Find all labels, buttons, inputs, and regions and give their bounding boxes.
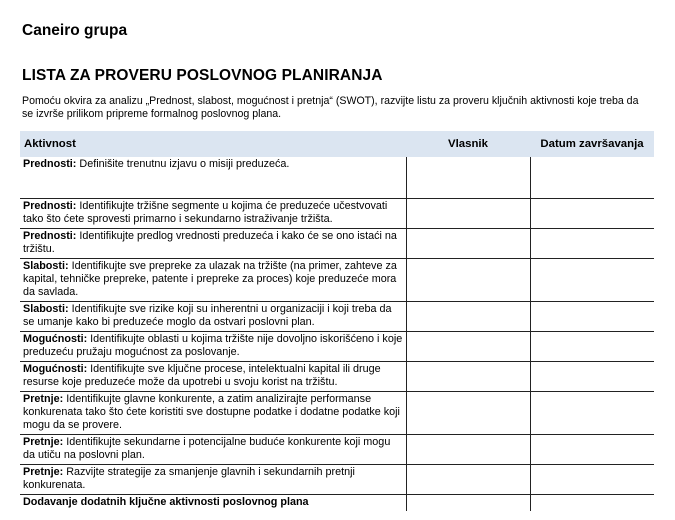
table-row [20, 229, 654, 259]
activity-label: Slabosti: [23, 303, 69, 315]
activity-text: Identifikujte sekundarne i potencijalne buduće konkurente koji mogu da utiču na poslovni plan. [23, 436, 391, 461]
table-row [20, 302, 654, 332]
activity-label: Pretnje: [23, 466, 64, 478]
table-row [20, 435, 654, 465]
checklist-table [20, 131, 654, 511]
owner-cell[interactable] [406, 435, 530, 465]
activity-label: Slabosti: [23, 260, 69, 272]
activity-label: Pretnje: [23, 436, 64, 448]
date-cell[interactable] [530, 362, 654, 392]
activity-text: Identifikujte predlog vrednosti preduzeća i kako će se ono istaći na tržištu. [23, 230, 397, 255]
activity-cell[interactable] [20, 229, 406, 259]
date-cell[interactable] [530, 495, 654, 512]
table-row [20, 465, 654, 495]
owner-cell[interactable] [406, 259, 530, 302]
activity-label: Mogućnosti: [23, 333, 88, 345]
page-title: LISTA ZA PROVERU POSLOVNOG PLANIRANJA [22, 67, 383, 84]
activity-text: Identifikujte sve rizike koji su inherentni u organizaciji i koji treba da se umanje kako bi preduzeće moglo da ostvari poslovni plan. [23, 303, 392, 328]
activity-label: Prednosti: [23, 230, 77, 242]
activity-cell[interactable] [20, 495, 406, 512]
date-cell[interactable] [530, 302, 654, 332]
table-row [20, 392, 654, 435]
header-owner: Vlasnik [406, 131, 530, 157]
activity-text: Identifikujte sve ključne procese, intelektualni kapital ili druge resurse koje preduzeće može da upotrebi u svoju korist na tržištu. [23, 363, 381, 388]
table-row [20, 199, 654, 229]
table-row [20, 362, 654, 392]
date-cell[interactable] [530, 465, 654, 495]
owner-cell[interactable] [406, 465, 530, 495]
table-row [20, 157, 654, 199]
activity-text: Identifikujte tržišne segmente u kojima će preduzeće učestvovati tako što ćete sprovesti primarno i sekundarno istraživanje tržišta. [23, 200, 388, 225]
activity-cell[interactable] [20, 259, 406, 302]
activity-cell[interactable] [20, 435, 406, 465]
activity-label: Prednosti: [23, 158, 77, 170]
owner-cell[interactable] [406, 199, 530, 229]
activity-label: Dodavanje dodatnih ključne aktivnosti poslovnog plana [23, 496, 309, 508]
date-cell[interactable] [530, 259, 654, 302]
owner-cell[interactable] [406, 332, 530, 362]
activity-label: Pretnje: [23, 393, 64, 405]
activity-text: Identifikujte sve prepreke za ulazak na tržište (na primer, zahteve za kapital, tehničke prepreke, patente i prepreke za proces) koje preduzeće mora da savlada. [23, 260, 397, 298]
activity-cell[interactable] [20, 332, 406, 362]
activity-cell[interactable] [20, 302, 406, 332]
date-cell[interactable] [530, 392, 654, 435]
company-name: Caneiro grupa [22, 22, 128, 39]
owner-cell[interactable] [406, 229, 530, 259]
activity-text: Identifikujte oblasti u kojima tržište nije dovoljno iskorišćeno i koje preduzeću pružaju mogućnost za poslovanje. [23, 333, 403, 358]
table-row [20, 259, 654, 302]
activity-text: Definišite trenutnu izjavu o misiji preduzeća. [76, 158, 290, 170]
header-activity: Aktivnost [20, 131, 406, 157]
activity-label: Mogućnosti: [23, 363, 88, 375]
owner-cell[interactable] [406, 302, 530, 332]
date-cell[interactable] [530, 157, 654, 199]
owner-cell[interactable] [406, 392, 530, 435]
owner-cell[interactable] [406, 362, 530, 392]
date-cell[interactable] [530, 229, 654, 259]
date-cell[interactable] [530, 435, 654, 465]
activity-label: Prednosti: [23, 200, 77, 212]
date-cell[interactable] [530, 332, 654, 362]
activity-cell[interactable] [20, 465, 406, 495]
table-row [20, 332, 654, 362]
table-header-row [20, 131, 654, 157]
activity-text: Razvijte strategije za smanjenje glavnih i sekundarnih pretnji konkurenata. [23, 466, 355, 491]
intro-paragraph: Pomoću okvira za analizu „Prednost, slabost, mogućnost i pretnja“ (SWOT), razvijte listu za proveru ključnih aktivnosti koje treba da se izvrše prilikom pripreme formalnog poslovnog plana. [22, 95, 639, 120]
activity-cell[interactable] [20, 362, 406, 392]
owner-cell[interactable] [406, 495, 530, 512]
activity-cell[interactable] [20, 157, 406, 199]
owner-cell[interactable] [406, 157, 530, 199]
activity-text: Identifikujte glavne konkurente, a zatim analizirajte performanse konkurenata tako što ćete koristiti sve dostupne podatke i dodatne podatke koji mogu da se provere. [23, 393, 400, 431]
activity-cell[interactable] [20, 199, 406, 229]
activity-cell[interactable] [20, 392, 406, 435]
date-cell[interactable] [530, 199, 654, 229]
table-row [20, 495, 654, 512]
header-completion-date: Datum završavanja [530, 131, 654, 157]
